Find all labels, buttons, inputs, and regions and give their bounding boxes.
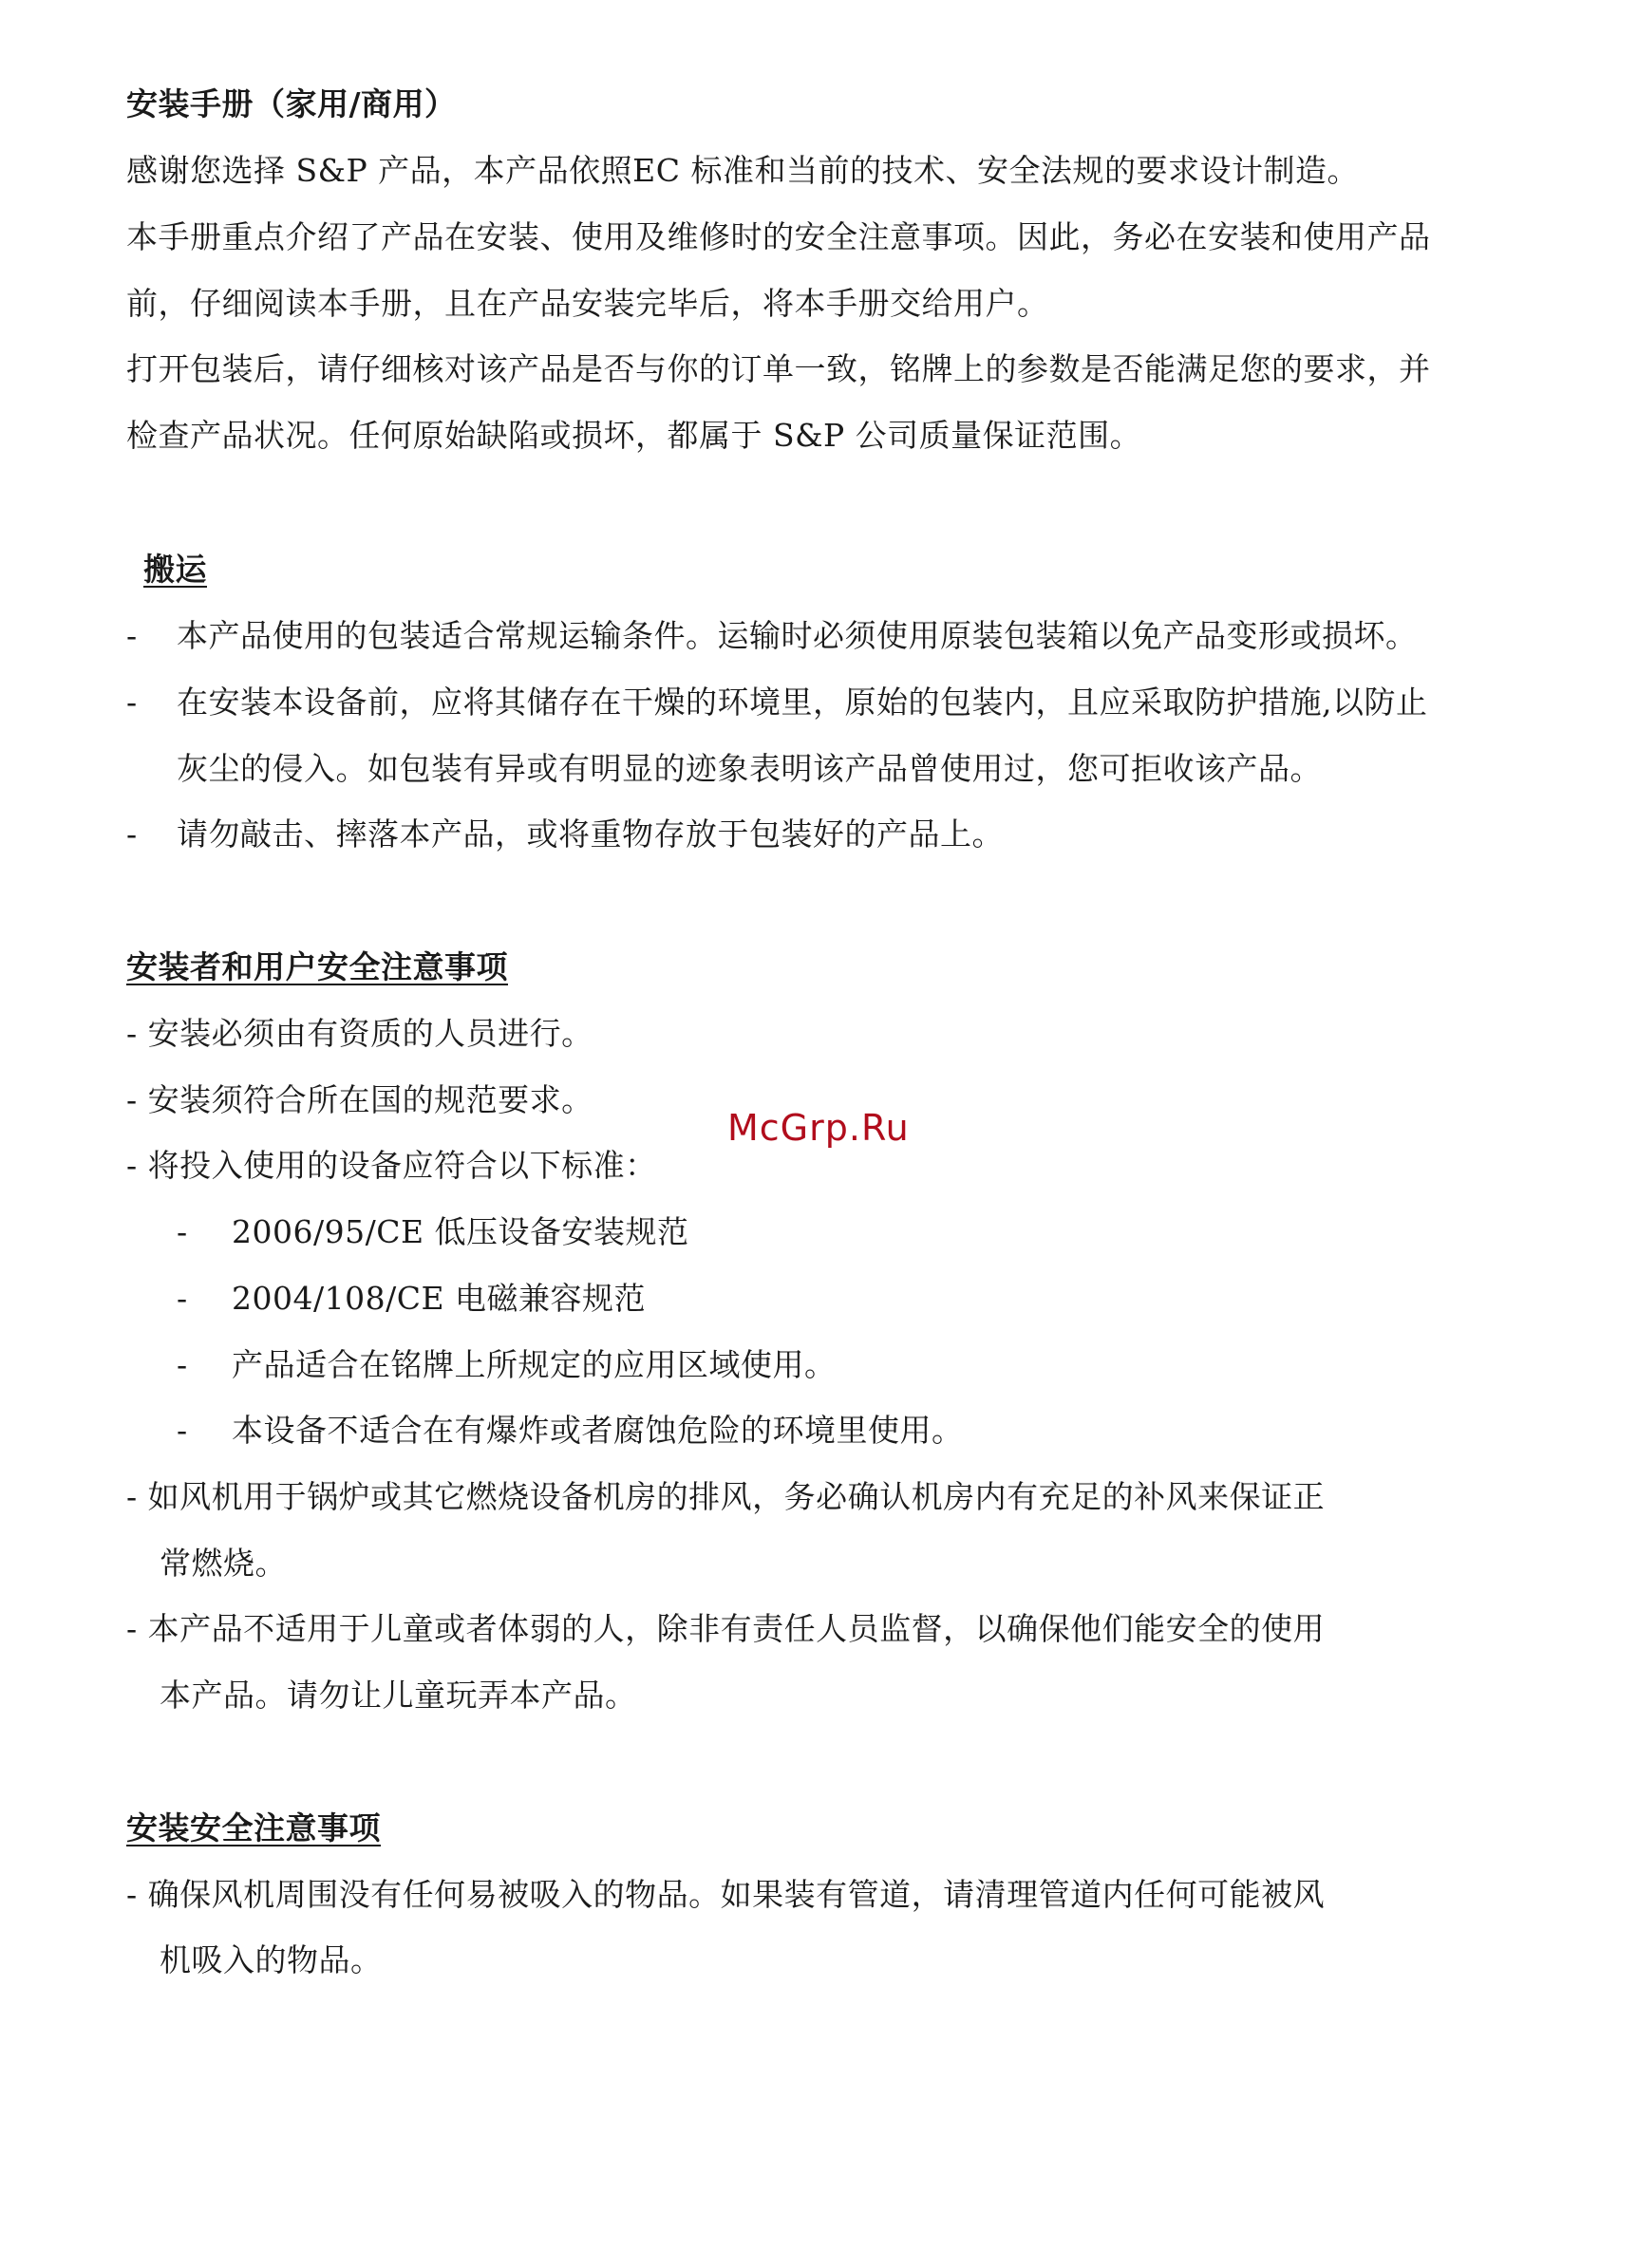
bullet-dash: - [177, 1280, 188, 1317]
standard-item-2: 2004/108/CE 电磁兼容规范 [232, 1280, 647, 1317]
safety-user-item-1: - 安装必须由有资质的人员进行。 [126, 1015, 593, 1052]
bullet-dash: - [177, 1412, 188, 1449]
safety-install-item-1a: - 确保风机周围没有任何易被吸入的物品。如果装有管道，请清理管道内任何可能被风 [126, 1876, 1326, 1913]
safety-user-item-5a: - 本产品不适用于儿童或者体弱的人，除非有责任人员监督，以确保他们能安全的使用 [126, 1610, 1326, 1647]
bullet-dash: - [126, 815, 138, 853]
transport-item-1: 本产品使用的包装适合常规运输条件。运输时必须使用原装包装箱以免产品变形或损坏。 [177, 617, 1418, 654]
safety-user-item-4b: 常燃烧。 [160, 1545, 287, 1582]
bullet-dash: - [177, 1346, 188, 1383]
intro-line-4: 打开包装后，请仔细核对该产品是否与你的订单一致，铭牌上的参数是否能满足您的要求，并 [126, 350, 1431, 387]
safety-user-item-2: - 安装须符合所在国的规范要求。 [126, 1081, 593, 1118]
safety-user-item-4a: - 如风机用于锅炉或其它燃烧设备机房的排风，务必确认机房内有充足的补风来保证正 [126, 1478, 1326, 1515]
standard-item-3: 产品适合在铭牌上所规定的应用区域使用。 [232, 1346, 837, 1383]
transport-heading: 搬运 [143, 551, 207, 588]
intro-line-1: 感谢您选择 S&P 产品，本产品依照EC 标准和当前的技术、安全法规的要求设计制造。 [126, 152, 1359, 189]
transport-item-2a: 在安装本设备前，应将其储存在干燥的环境里，原始的包装内，且应采取防护措施,以防止 [177, 684, 1428, 721]
bullet-dash: - [126, 684, 138, 721]
safety-user-item-3: - 将投入使用的设备应符合以下标准： [126, 1147, 657, 1184]
watermark-text: McGrp.Ru [727, 1107, 910, 1149]
transport-item-2b: 灰尘的侵入。如包装有异或有明显的迹象表明该产品曾使用过，您可拒收该产品。 [177, 750, 1322, 787]
transport-item-3: 请勿敲击、摔落本产品，或将重物存放于包装好的产品上。 [177, 815, 1004, 853]
standard-item-1: 2006/95/CE 低压设备安装规范 [232, 1213, 689, 1250]
safety-user-heading: 安装者和用户安全注意事项 [126, 948, 508, 985]
safety-install-heading: 安装安全注意事项 [126, 1809, 381, 1846]
bullet-dash: - [177, 1213, 188, 1250]
intro-line-3: 前，仔细阅读本手册，且在产品安装完毕后，将本手册交给用户。 [126, 285, 1049, 322]
document-title: 安装手册（家用/商用） [126, 85, 457, 122]
intro-line-5: 检查产品状况。任何原始缺陷或损坏，都属于 S&P 公司质量保证范围。 [126, 417, 1142, 454]
intro-line-2: 本手册重点介绍了产品在安装、使用及维修时的安全注意事项。因此，务必在安装和使用产品 [126, 218, 1431, 255]
safety-user-item-5b: 本产品。请勿让儿童玩弄本产品。 [160, 1677, 637, 1714]
bullet-dash: - [126, 617, 138, 654]
safety-install-item-1b: 机吸入的物品。 [160, 1941, 383, 1978]
standard-item-4: 本设备不适合在有爆炸或者腐蚀危险的环境里使用。 [232, 1412, 964, 1449]
